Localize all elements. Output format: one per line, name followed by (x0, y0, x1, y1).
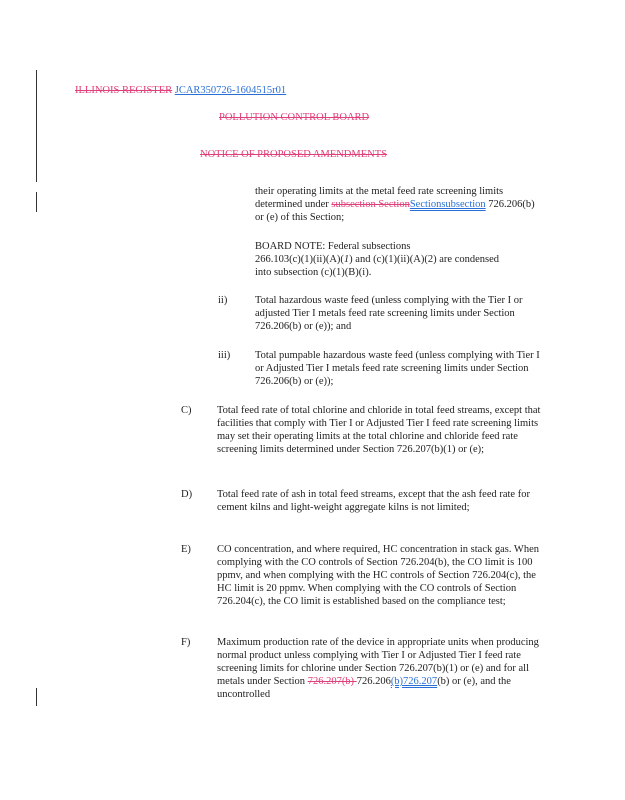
item-F-label: F) (181, 637, 191, 648)
item-D-label: D) (181, 489, 193, 500)
board-header: POLLUTION CONTROL BOARD (219, 112, 370, 123)
change-bar-mid (36, 192, 37, 212)
board-note: BOARD NOTE: Federal subsections 266.103(c)(1)(ii)(A)(1) and (c)(1)(ii)(A)(2) are condensed into subsection (c)(1)(B)(i). (255, 241, 500, 278)
item-E-label: E) (181, 544, 191, 555)
register-header (75, 84, 286, 97)
item-F-text: Maximum production rate of the device in appropriate units when producing normal product unless complying with Tier I or Adjusted Tier I feed rate screening limits for chlorine under Section 726.207(b)(1) or (e) and for all metals under Section 726.207(b) 726.206(b)726.207(b) or (e), and the uncontrolled (217, 637, 539, 700)
item-D-text: Total feed rate of ash in total feed streams, except that the ash feed rate for cement kilns and light-weight aggregate kilns is not limited; (217, 489, 530, 513)
item-ii-label: ii) (218, 295, 228, 306)
item-C-text: Total feed rate of total chlorine and chloride in total feed streams, except that facilities that comply with Tier I or Adjusted Tier I feed rate screening limits may set their operating limits at the total chlorine and chloride feed rate screening limits determined under Section 726.207(b)(1) or (e); (217, 405, 541, 455)
inserted-text: Sectionsubsection (409, 199, 486, 210)
notice-header: NOTICE OF PROPOSED AMENDMENTS (200, 149, 387, 160)
deleted-section-ref: 726.207(b) (307, 676, 357, 687)
item-ii-text: Total hazardous waste feed (unless complying with the Tier I or adjusted Tier I metals feed rate screening limits under Section 726.206(b) or (e)); and (255, 295, 523, 332)
register-inserted: JCAR350726-1604515r01 (174, 85, 287, 96)
change-bar-top (36, 70, 37, 182)
item-C-label: C) (181, 405, 192, 416)
item-iii-label: iii) (218, 350, 231, 361)
deleted-text: subsection Section (331, 199, 410, 210)
inserted-section-ref: (b)726.207 (390, 676, 438, 687)
register-deleted: ILLINOIS REGISTER (75, 85, 173, 96)
item-iii-text: Total pumpable hazardous waste feed (unless complying with Tier I or Adjusted Tier I metals feed rate screening limits under Section 726.206(b) or (e)); (255, 350, 540, 387)
continuation-paragraph: their operating limits at the metal feed rate screening limits determined under subsection SectionSectionsubsection 726.206(b) or (e) of this Section; (255, 186, 535, 223)
item-E-text: CO concentration, and where required, HC concentration in stack gas. When complying with the CO controls of Section 726.204(b), the CO limit is 100 ppmv, and when complying with the HC controls of Section 726.204(c), the HC limit is 20 ppmv. When complying with the CO controls of Section 726.204(c), the CO limit is established based on the compliance test; (217, 544, 539, 607)
change-bar-bottom (36, 688, 37, 706)
